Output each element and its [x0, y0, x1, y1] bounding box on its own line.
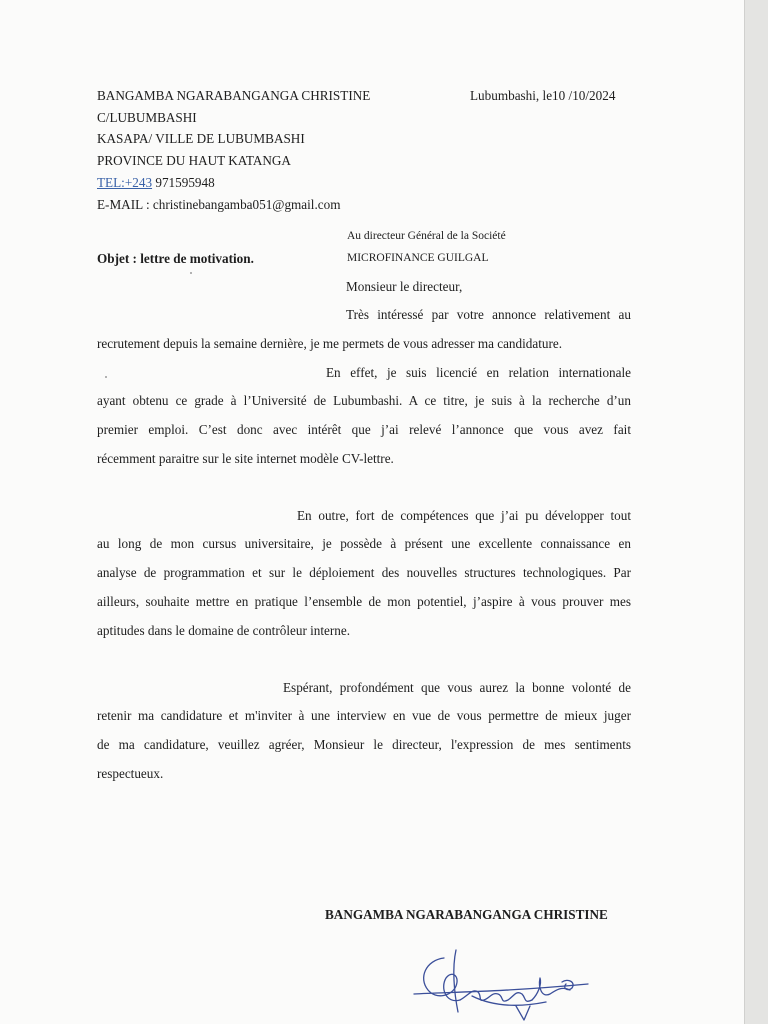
- letter-date: Lubumbashi, le10 /10/2024: [470, 88, 616, 103]
- letter-subject: Objet : lettre de motivation.: [97, 251, 254, 266]
- paragraph-line: En outre, fort de compétences que j’ai pu développer tout: [297, 508, 631, 523]
- closing-name: BANGAMBA NGARABANGANGA CHRISTINE: [325, 907, 608, 922]
- paragraph-line: au long de mon cursus universitaire, je possède à présent une excellente connaissance en: [97, 536, 631, 551]
- sender-phone: [97, 175, 215, 191]
- scan-speck: [190, 272, 192, 274]
- phone-number: 971595948: [152, 175, 215, 190]
- paragraph-line: respectueux.: [97, 766, 164, 781]
- scan-speck: [105, 376, 107, 378]
- paragraph-line: aptitudes dans le domaine de contrôleur interne.: [97, 623, 351, 638]
- page-edge: [744, 0, 768, 1024]
- handwritten-signature: [412, 948, 592, 1024]
- recipient-company: MICROFINANCE GUILGAL: [347, 252, 489, 264]
- paragraph-line: Très intéressé par votre annonce relativement au: [346, 307, 631, 322]
- paragraph-line: analyse de programmation et sur le déploiement des nouvelles structures technologiques. Par: [97, 565, 631, 580]
- paragraph-line: ailleurs, souhaite mettre en pratique l’ensemble de mon potentiel, j’aspire à vous prouver mes: [97, 594, 631, 609]
- salutation: Monsieur le directeur,: [346, 279, 463, 294]
- paragraph-line: ayant obtenu ce grade à l’Université de Lubumbashi. A ce titre, je suis à la recherche d’un: [97, 393, 631, 408]
- phone-link[interactable]: TEL:+243: [97, 175, 153, 190]
- paragraph-line: de ma candidature, veuillez agréer, Monsieur le directeur, l'expression de mes sentiments: [97, 737, 631, 752]
- sender-address-line: KASAPA/ VILLE DE LUBUMBASHI: [97, 131, 305, 146]
- paragraph-line: Espérant, profondément que vous aurez la bonne volonté de: [283, 680, 631, 695]
- sender-province: PROVINCE DU HAUT KATANGA: [97, 153, 291, 168]
- sender-name: BANGAMBA NGARABANGANGA CHRISTINE: [97, 88, 371, 103]
- sender-email: E-MAIL : christinebangamba051@gmail.com: [97, 197, 341, 212]
- paragraph-line: recrutement depuis la semaine dernière, je me permets de vous adresser ma candidature.: [97, 336, 563, 351]
- paragraph-line: retenir ma candidature et m'inviter à une interview en vue de vous permettre de mieux juger: [97, 708, 631, 723]
- paragraph-line: En effet, je suis licencié en relation internationale: [326, 365, 631, 380]
- paragraph-line: récemment paraitre sur le site internet modèle CV-lettre.: [97, 451, 394, 466]
- sender-address-line: C/LUBUMBASHI: [97, 110, 197, 125]
- recipient-line: Au directeur Général de la Société: [347, 230, 506, 242]
- paragraph-line: premier emploi. C’est donc avec intérêt que j’ai relevé l’annonce que vous avez fait: [97, 422, 631, 437]
